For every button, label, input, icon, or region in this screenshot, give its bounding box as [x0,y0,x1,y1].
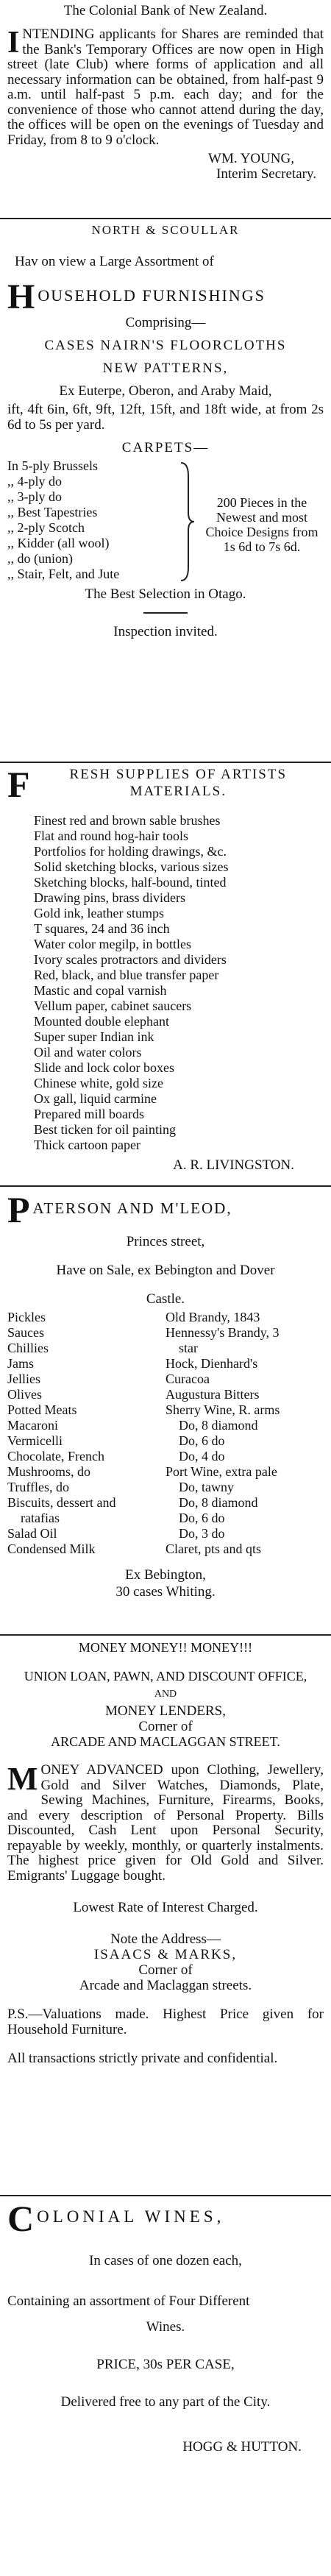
list-item: Port Wine, extra pale [166,1464,277,1479]
brace-icon [178,461,196,582]
note-line: Note the Address— [110,1931,221,1947]
north-scoullar-title: OUSEHOLD FURNISHINGS [38,286,266,305]
comprising-label: Comprising— [125,315,206,330]
drop-cap: C [7,2198,35,2239]
list-item: ,, Kidder (all wool) [7,536,110,550]
streets-line-2: Arcade and Maclaggan streets. [79,1978,252,1993]
list-item: Finest red and brown sable brushes [34,813,221,828]
list-item: Flat and round hog-hair tools [34,828,188,843]
list-item: Do, 8 diamond [179,1418,258,1433]
and-line: AND [154,1689,177,1700]
goods-right-column [166,1310,324,1557]
drop-cap: I [7,26,20,60]
list-item: Potted Meats [7,1402,77,1417]
list-item: Drawing pins, brass dividers [34,890,185,905]
isaacs-body: ONEY ADVANCED upon Clothing, Jewellery, Gold and Silver Watches, Diamonds, Plate, Sewing Machines, Furniture, Firearms, Books, and every description of Personal Property. Bills Discounted, Cash Lent upon Personal Security, repayable by weekly, monthly, or quarterly instalments. The highest price given for Old Gold and Silver. Emigrants' Luggage bought. [7,1762,324,1884]
list-item: Best ticken for oil painting [34,1122,176,1137]
hogg-hutton-advert [7,2200,324,2455]
colonial-bank-signature: WM. YOUNG, [208,151,294,166]
divider [0,1185,331,1187]
short-divider [143,612,188,614]
drop-cap: P [7,1189,30,1230]
list-item: Vellum paper, cabinet saucers [34,998,192,1013]
divider [0,1634,331,1636]
livingston-title: RESH SUPPLIES OF ARTISTS MATERIALS. [69,767,288,799]
list-item: Pickles [7,1310,46,1324]
list-item: Gold ink, leather stumps [34,906,164,920]
colonial-bank-advert [7,3,324,182]
north-scoullar-intro: Hav on view a Large Assortment of [15,254,214,269]
list-item: ,, 4-ply do [7,474,62,489]
list-item: Do, 6 do [179,1433,225,1448]
list-item: Super super Indian ink [34,1029,154,1044]
list-item: Chocolate, French [7,1449,104,1463]
list-item: Olives [7,1387,42,1402]
corner-line: Corner of [138,1719,193,1734]
list-item: Claret, pts and qts [166,1541,261,1556]
list-item: ,, 3-ply do [7,489,62,504]
list-item: T squares, 24 and 36 inch [34,921,170,936]
list-item: Curacoa [166,1372,210,1386]
list-item: Vermicelli [7,1433,63,1448]
list-item: Water color megilp, in bottles [34,937,191,951]
list-item: Sauces [7,1325,44,1340]
list-item: Chillies [7,1341,49,1355]
goods-left-column [7,1310,166,1557]
carpets-block [7,458,324,585]
paterson-address: Princes street, [126,1234,205,1249]
paterson-title: ATERSON AND M'LEOD, [32,1199,232,1217]
list-item: ratafias [21,1511,60,1525]
list-item: Macaroni [7,1418,58,1433]
list-item: Oil and water colors [34,1045,142,1060]
wines-line: Wines. [146,2319,185,2335]
colonial-bank-body: NTENDING applicants for Shares are reminded that the Bank's Temporary Offices are now open in High street (late Club) where forms of application and all necessary information can be obtained, from half-past 9 a.m. until half-past 5 p.m. each day; and for the convenience of those who cannot attend during the day, the offices will be open on the evenings of Tuesday and Friday, from 8 to 9 o'clock. [7,26,324,148]
interest-line: Lowest Rate of Interest Charged. [73,1900,258,1915]
list-item: Jams [7,1356,34,1371]
cases-line: CASES NAIRN'S FLOORCLOTHS [44,338,287,353]
list-item: Sketching blocks, half-bound, tinted [34,875,227,890]
confidential-line: All transactions strictly private and confidential. [7,2051,278,2066]
list-item: Salad Oil [7,1526,57,1541]
new-patterns: NEW PATTERNS, [102,361,229,376]
list-item: Prepared mill boards [34,1107,144,1121]
hogg-title: OLONIAL WINES, [37,2207,225,2226]
list-item: Biscuits, dessert and [7,1495,116,1510]
list-item: Portfolios for holding drawings, &c. [34,844,227,859]
list-item: Do, 4 do [179,1449,225,1463]
north-scoullar-advert [7,222,324,639]
list-item: Do, 3 do [179,1526,225,1541]
list-item: ,, Best Tapestries [7,505,98,519]
list-item: Slide and lock color boxes [34,1060,174,1075]
list-item: star [179,1341,198,1355]
divider [0,2195,331,2196]
corner-line-2: Corner of [138,1962,193,1978]
colonial-bank-title: The Colonial Bank of New Zealand. [63,3,268,18]
carpets-note: 200 Pieces in the Newest and most Choice Designs from 1s 6d to 7s 6d. [205,495,318,554]
list-item: In 5-ply Brussels [7,458,98,473]
list-item: Mastic and copal varnish [34,983,167,998]
paterson-advert [7,1191,324,1600]
money-line: MONEY MONEY!! MONEY!!! [78,1640,253,1655]
list-item: Hennessy's Brandy, 3 [166,1325,280,1340]
livingston-advert [7,766,324,1173]
list-item: Mushrooms, do [7,1464,91,1479]
ps-line: P.S.—Valuations made. Highest Price given for Household Furniture. [7,2006,324,2037]
list-item: Red, black, and blue transfer paper [34,968,219,982]
list-item: Solid sketching blocks, various sizes [34,859,229,874]
list-item: Augustura Bitters [166,1387,260,1402]
artists-materials-list [7,813,324,1153]
inspection-line: Inspection invited. [113,624,218,639]
list-item: Hock, Dienhard's [166,1356,258,1371]
carpets-heading: CARPETS— [121,440,210,455]
list-item: Chinese white, gold size [34,1076,163,1090]
sale-line: Have on Sale, ex Bebington and Dover [56,1263,275,1278]
list-item: ,, Stair, Felt, and Jute [7,567,120,581]
drop-cap: H [7,277,35,316]
colonial-bank-signature-title: Interim Secretary. [216,166,316,182]
castle-line: Castle. [146,1291,185,1307]
best-selection: The Best Selection in Otago. [85,586,246,602]
list-item: ,, 2-ply Scotch [7,520,85,535]
list-item: Jellies [7,1372,40,1386]
list-item: Do, tawny [179,1480,234,1494]
ex-bebington: Ex Bebington, [125,1567,206,1583]
livingston-signature: A. R. LIVINGSTON. [173,1157,294,1173]
drop-cap: F [7,764,30,805]
list-item: Condensed Milk [7,1541,96,1556]
list-item: Ox gall, liquid carmine [34,1091,157,1106]
list-item: Sherry Wine, R. arms [166,1402,280,1417]
list-item: Mounted double elephant [34,1014,169,1029]
north-scoullar-heading: NORTH & SCOULLAR [91,223,240,237]
carpets-list [7,458,173,582]
delivered-line: Delivered free to any part of the City. [60,2394,271,2410]
list-item: Thick cartoon paper [34,1138,140,1152]
union-line: UNION LOAN, PAWN, AND DISCOUNT OFFICE, [24,1669,307,1683]
containing-line: Containing an assortment of Four Different [7,2293,250,2309]
goods-table [7,1310,324,1557]
ex-line: Ex Euterpe, Oberon, and Araby Maid, [59,383,272,399]
hogg-signature: HOGG & HUTTON. [182,2439,302,2455]
list-item: Ivory scales protractors and dividers [34,952,227,967]
whiting-line: 30 cases Whiting. [115,1584,216,1600]
widths-line: ift, 4ft 6in, 6ft, 9ft, 12ft, 15ft, and 18ft wide, at from 2s 6d to 5s per yard. [7,402,324,433]
list-item: ,, do (union) [7,551,73,566]
divider [0,762,331,763]
divider [0,218,331,219]
drop-cap: M [7,1761,38,1797]
streets-line: ARCADE AND MACLAGGAN STREET. [51,1734,280,1749]
isaacs-marks-advert [7,1640,324,2066]
lenders-line: MONEY LENDERS, [105,1703,226,1719]
list-item: Old Brandy, 1843 [166,1310,260,1324]
list-item: Do, 8 diamond [179,1495,258,1510]
isaacs-name: ISAACS & MARKS, [93,1947,238,1962]
cases-line: In cases of one dozen each, [89,2253,242,2268]
list-item: Truffles, do [7,1480,70,1494]
price-line: PRICE, 30s PER CASE, [96,2357,235,2372]
list-item: Do, 6 do [179,1511,225,1525]
